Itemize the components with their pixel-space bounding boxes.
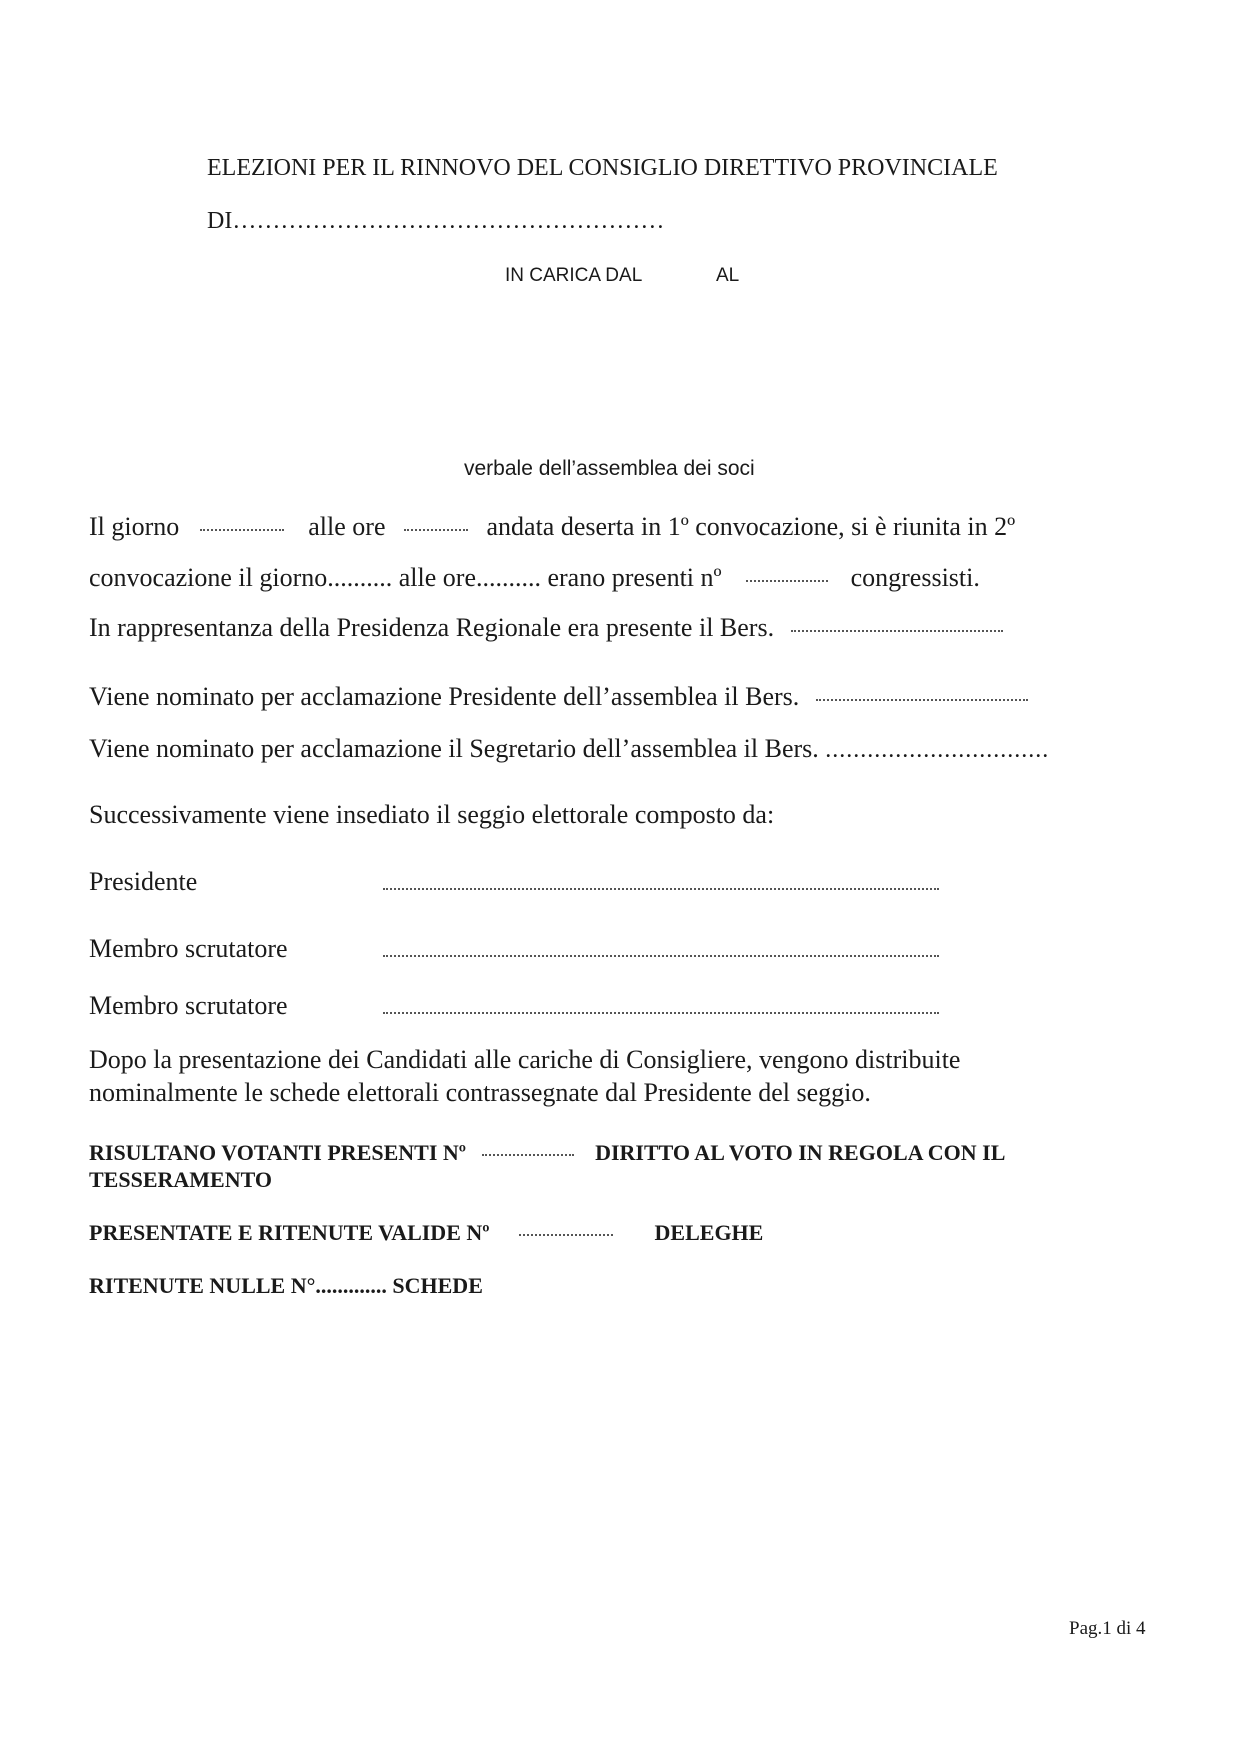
body-line6: Successivamente viene insediato il seggio elettorale composto da: (89, 800, 775, 829)
membro-scrutatore-1-dots (383, 955, 939, 957)
page-number: Pag.1 di 4 (1069, 1618, 1146, 1639)
deleghe-label: DELEGHE (654, 1220, 764, 1245)
congressisti-label: congressisti. (850, 563, 980, 592)
convocazione-text: andata deserta in 1º convocazione, si è riunita in 2º (486, 512, 1016, 541)
tesseramento-text: TESSERAMENTO (89, 1167, 272, 1192)
body-line1 (89, 512, 1015, 542)
diritto-voto-text: DIRITTO AL VOTO IN REGOLA CON IL (595, 1140, 1006, 1165)
paragraph-line1: Dopo la presentazione dei Candidati alle cariche di Consigliere, vengono distribuite (89, 1045, 961, 1074)
giorno-dots (200, 528, 284, 531)
convocazione-giorno-text: convocazione il giorno.......... alle ore.......... erano presenti nº (89, 563, 722, 592)
deleghe-dots (519, 1233, 613, 1236)
presenti-dots (746, 579, 828, 582)
votanti-label: RISULTANO VOTANTI PRESENTI Nº (89, 1140, 467, 1165)
in-carica-dal-label: IN CARICA DAL (505, 265, 643, 286)
body-line4 (89, 682, 1028, 712)
membro-scrutatore-2-label: Membro scrutatore (89, 991, 288, 1020)
al-label: AL (716, 265, 740, 286)
membro-scrutatore-2-dots (383, 1012, 939, 1014)
header-title-line1: ELEZIONI PER IL RINNOVO DEL CONSIGLIO DIRETTIVO PROVINCIALE (207, 155, 998, 181)
deleghe-line (89, 1220, 763, 1246)
paragraph-line2: nominalmente le schede elettorali contrassegnate dal Presidente del seggio. (89, 1078, 871, 1107)
rappresentanza-dots (791, 629, 1003, 632)
presidente-dots (383, 888, 939, 890)
segretario-dots: ................................ (825, 737, 1050, 763)
subtitle: verbale dell’assemblea dei soci (464, 457, 755, 480)
segretario-text: Viene nominato per acclamazione il Segretario dell’assemblea il Bers. (89, 734, 819, 763)
presidente-assemblea-text: Viene nominato per acclamazione Presidente dell’assemblea il Bers. (89, 682, 800, 711)
header-title-line2: DI……………………………………………… (207, 208, 665, 234)
votanti-dots (482, 1153, 574, 1156)
presentate-label: PRESENTATE E RITENUTE VALIDE Nº (89, 1220, 490, 1245)
presidente-label: Presidente (89, 867, 198, 896)
body-line3 (89, 613, 1003, 643)
giorno-label: Il giorno (89, 512, 180, 541)
presidente-assemblea-dots (816, 698, 1028, 701)
votanti-line (89, 1140, 1005, 1166)
ore-dots (404, 528, 468, 531)
body-line2 (89, 563, 980, 593)
alle-ore-label: alle ore (308, 512, 386, 541)
membro-scrutatore-1-label: Membro scrutatore (89, 934, 288, 963)
body-line5 (89, 734, 1049, 764)
nulle-line: RITENUTE NULLE N°............. SCHEDE (89, 1273, 483, 1298)
rappresentanza-text: In rappresentanza della Presidenza Regionale era presente il Bers. (89, 613, 775, 642)
